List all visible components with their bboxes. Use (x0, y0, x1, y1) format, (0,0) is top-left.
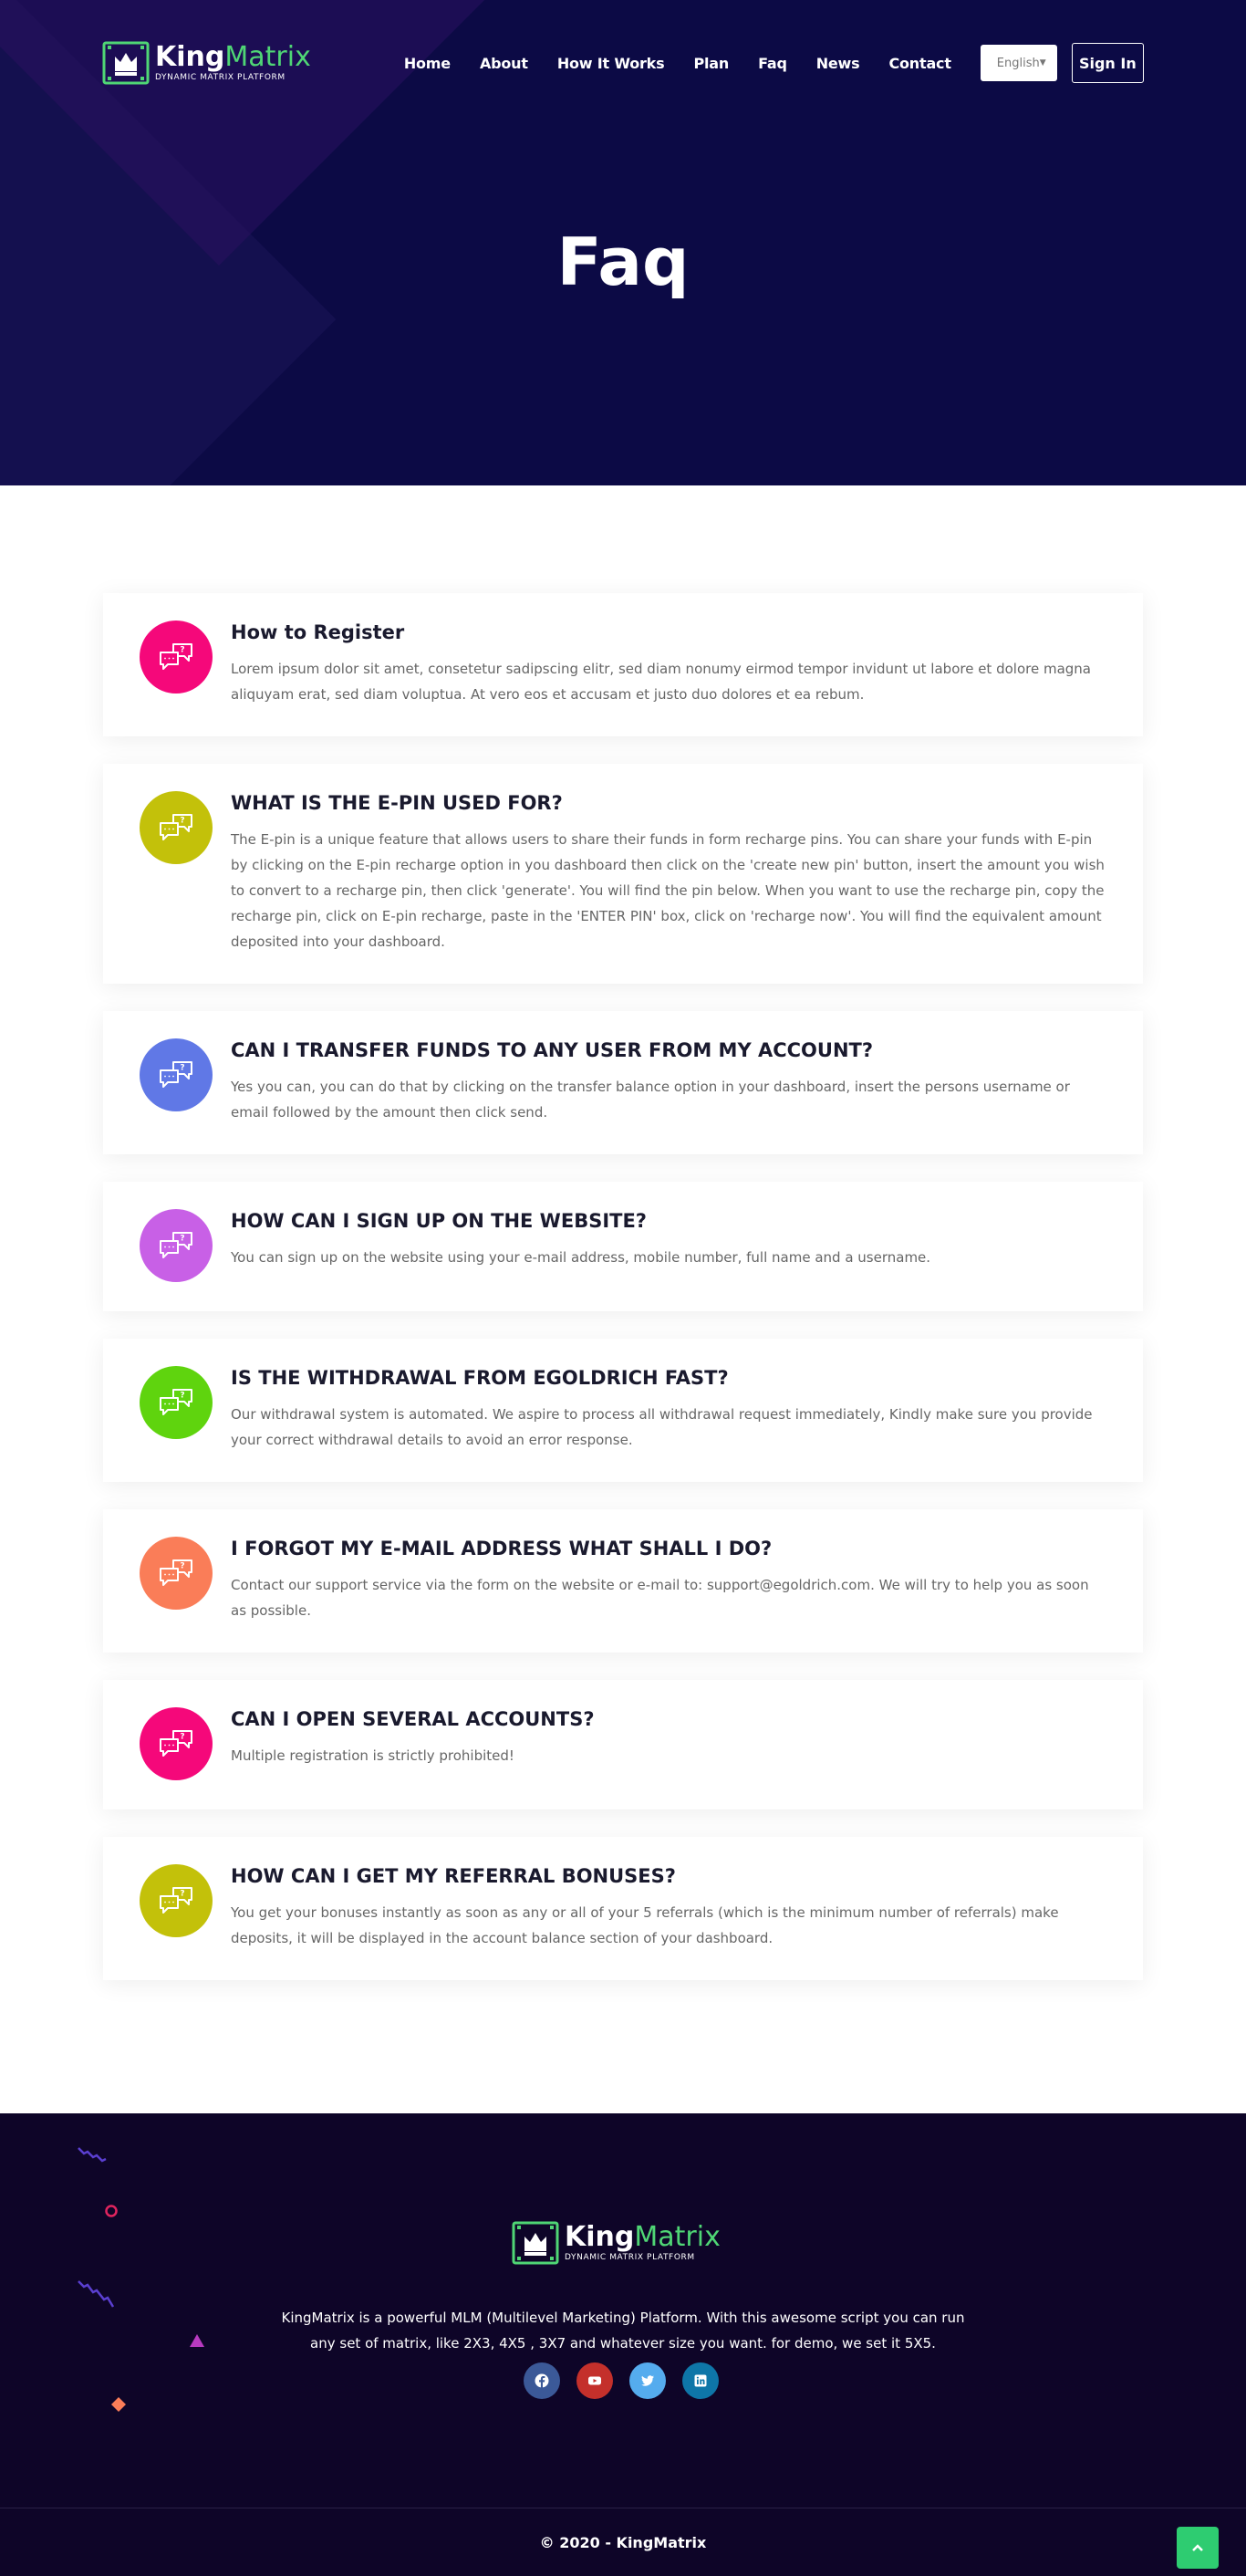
faq-answer: Multiple registration is strictly prohibited! (231, 1747, 514, 1764)
logo-tagline: DYNAMIC MATRIX PLATFORM (155, 73, 286, 82)
triangle-decoration (188, 2332, 206, 2349)
faq-item (103, 1011, 1143, 1154)
chevron-up-icon (1191, 2543, 1204, 2552)
faq-question: CAN I TRANSFER FUNDS TO ANY USER FROM MY ACCOUNT? (231, 1039, 874, 1061)
svg-text:?: ? (180, 1561, 185, 1571)
signin-button[interactable]: Sign In (1072, 43, 1144, 83)
svg-text:?: ? (180, 1391, 185, 1401)
faq-question: I FORGOT MY E-MAIL ADDRESS WHAT SHALL I DO? (231, 1538, 773, 1559)
faq-answer: Lorem ipsum dolor sit amet, consetetur sadipscing elitr, sed diam nonumy eirmod tempor invidunt ut labore et dolore magna aliquyam erat, sed diam voluptua. At vero eos et accusam et justo duo dolores et ea rebum. (231, 661, 1091, 703)
chat-question-icon (158, 1384, 194, 1421)
faq-question: How to Register (231, 621, 405, 643)
faq-item (103, 1837, 1143, 1980)
faq-item (103, 593, 1143, 736)
faq-answer: Contact our support service via the form on the website or e-mail to: support@egoldrich.com. We will try to help you as soon as possible. (231, 1577, 1089, 1619)
svg-text:?: ? (180, 1234, 185, 1244)
footer-description: KingMatrix is a powerful MLM (Multilevel Marketing) Platform. With this awesome script you can run any set of matrix, like 2X3, 4X5 , 3X7 and whatever size you want. for demo, we set it 5X5. (281, 2310, 965, 2352)
svg-text:?: ? (180, 645, 185, 655)
faq-question: HOW CAN I GET MY REFERRAL BONUSES? (231, 1865, 676, 1887)
youtube-icon[interactable] (576, 2362, 613, 2399)
chat-question-icon (158, 1057, 194, 1093)
logo-tagline: DYNAMIC MATRIX PLATFORM (565, 2253, 695, 2262)
page-title: Faq (556, 224, 690, 300)
faq-item (103, 1182, 1143, 1311)
facebook-icon[interactable] (524, 2362, 560, 2399)
faq-icon-badge (140, 1038, 213, 1111)
logo-name: KingMatrix (565, 2221, 721, 2253)
faq-question: CAN I OPEN SEVERAL ACCOUNTS? (231, 1708, 595, 1730)
chat-question-icon (158, 809, 194, 846)
faq-icon-badge (140, 1864, 213, 1937)
faq-icon-badge (140, 1537, 213, 1610)
svg-text:?: ? (180, 1889, 185, 1899)
nav-home[interactable]: Home (403, 54, 451, 72)
logo-icon (512, 2220, 559, 2266)
footer (0, 2113, 1246, 2508)
faq-answer: Our withdrawal system is automated. We aspire to process all withdrawal request immediately, Kindly make sure you provide your correct withdrawal details to avoid an error response. (231, 1406, 1093, 1448)
zigzag-decoration (77, 2146, 108, 2174)
nav-how-it-works[interactable]: How It Works (556, 54, 665, 72)
chat-question-icon (158, 1882, 194, 1919)
faq-question: WHAT IS THE E-PIN USED FOR? (231, 792, 563, 814)
faq-answer: You can sign up on the website using your e-mail address, mobile number, full name and a username. (231, 1249, 931, 1266)
faq-answer: You get your bonuses instantly as soon as any or all of your 5 referrals (which is the minimum number of referrals) make deposits, it will be displayed in the account balance section of your dashboard. (231, 1904, 1059, 1946)
logo-name: KingMatrix (155, 41, 311, 73)
footer-logo[interactable] (512, 2220, 721, 2266)
copyright-bar (0, 2508, 1246, 2576)
chat-question-icon (158, 1555, 194, 1591)
faq-item (103, 764, 1143, 984)
language-value: English (996, 56, 1040, 70)
zigzag-decoration (77, 2279, 117, 2316)
faq-icon-badge (140, 791, 213, 864)
svg-text:?: ? (180, 816, 185, 826)
logo[interactable] (102, 40, 311, 86)
faq-item (103, 1339, 1143, 1482)
faq-icon-badge (140, 1209, 213, 1282)
svg-text:?: ? (180, 1732, 185, 1742)
faq-answer: Yes you can, you can do that by clicking on the transfer balance option in your dashboard, insert the persons username or email followed by the amount then click send. (231, 1079, 1070, 1121)
faq-question: HOW CAN I SIGN UP ON THE WEBSITE? (231, 1210, 647, 1232)
main-menu (404, 55, 981, 72)
linkedin-icon[interactable] (682, 2362, 719, 2399)
faq-item (103, 1680, 1143, 1809)
faq-icon-badge (140, 1366, 213, 1439)
faq-question: IS THE WITHDRAWAL FROM EGOLDRICH FAST? (231, 1367, 729, 1389)
faq-item (103, 1509, 1143, 1653)
chevron-down-icon: ▼ (1039, 58, 1046, 68)
faq-icon-badge (140, 621, 213, 694)
chat-question-icon (158, 1726, 194, 1762)
nav-contact[interactable]: Contact (888, 54, 951, 72)
diamond-decoration (110, 2396, 127, 2413)
language-select[interactable] (981, 45, 1057, 81)
faq-section (0, 485, 1246, 2113)
hero-banner (0, 0, 1246, 485)
nav-about[interactable]: About (479, 54, 528, 72)
social-links (524, 2362, 735, 2399)
top-navigation (102, 40, 1144, 86)
nav-news[interactable]: News (815, 54, 860, 72)
nav-plan[interactable]: Plan (693, 54, 730, 72)
copyright-text: © 2020 - KingMatrix (539, 2533, 707, 2551)
twitter-icon[interactable] (629, 2362, 666, 2399)
svg-text:?: ? (180, 1063, 185, 1073)
circle-decoration (104, 2204, 119, 2218)
chat-question-icon (158, 639, 194, 675)
chat-question-icon (158, 1227, 194, 1264)
faq-answer: The E-pin is a unique feature that allows users to share their funds in form recharge pins. You can share your funds with E-pin by clicking on the E-pin recharge option in you dashboard then click on the 'create new pin' button, insert the amount you wish to convert to a recharge pin, then click 'generate'. You will find the pin below. When you want to use the recharge pin, copy the recharge pin, click on E-pin recharge, paste in the 'ENTER PIN' box, click on 'recharge now'. You will find the equivalent amount deposited into your dashboard. (231, 831, 1105, 950)
logo-icon (102, 40, 150, 86)
nav-faq[interactable]: Faq (758, 54, 787, 72)
faq-icon-badge (140, 1707, 213, 1780)
scroll-to-top-button[interactable] (1177, 2527, 1219, 2569)
